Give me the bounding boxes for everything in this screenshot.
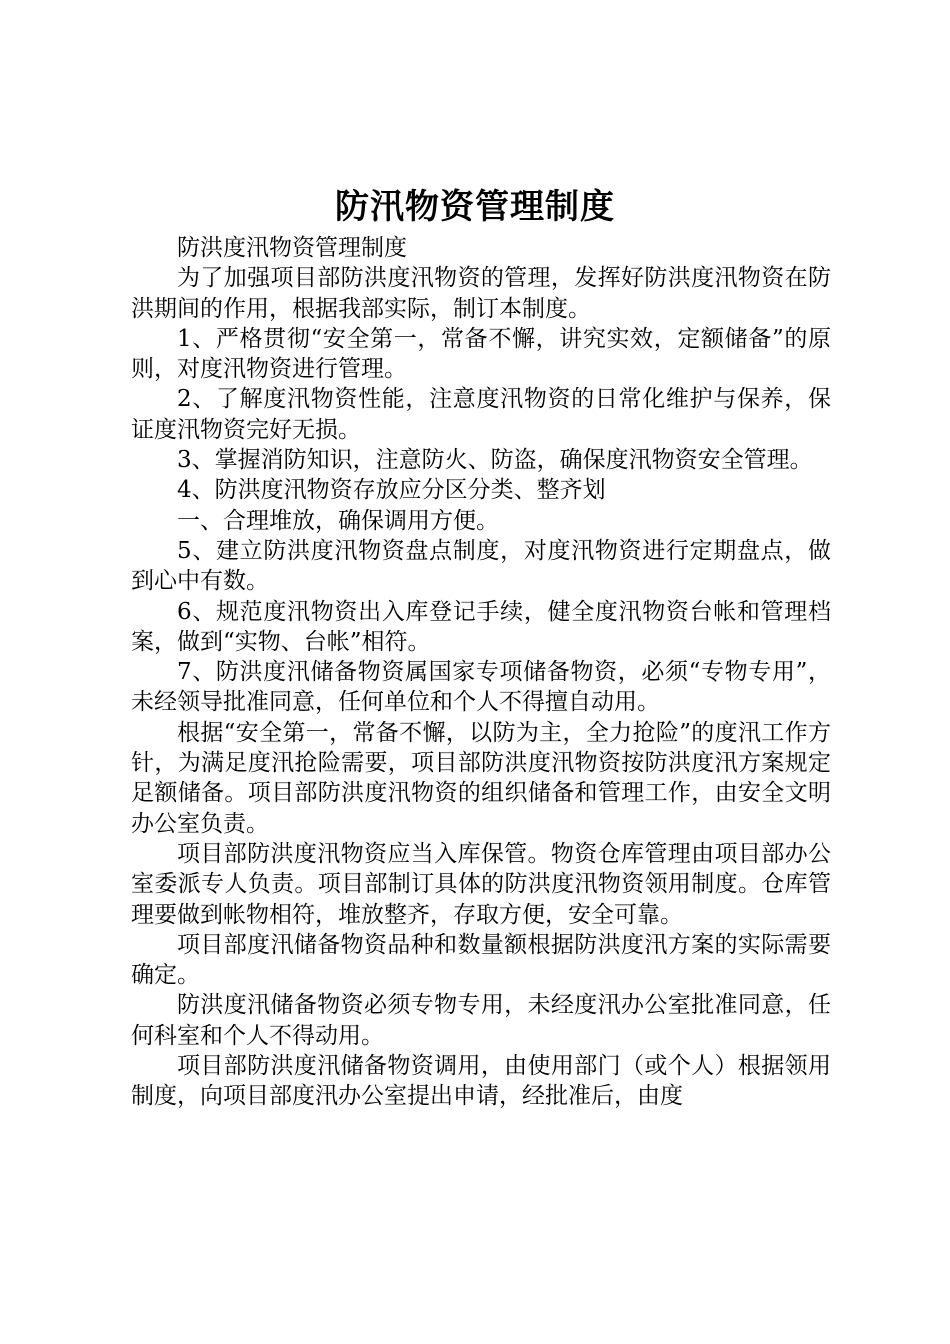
paragraph: 3、掌握消防知识，注意防火、防盗，确保度汛物资安全管理。 — [177, 447, 813, 474]
paragraph: 5、建立防洪度汛物资盘点制度，对度汛物资进行定期盘点，做到心中有数。 — [131, 537, 831, 595]
paragraph: 防洪度汛物资管理制度 — [177, 235, 407, 261]
paragraph: 1、严格贯彻“安全第一，常备不懈，讲究实效，定额储备”的原则，对度汛物资进行管理。 — [131, 325, 831, 383]
paragraph: 项目部防洪度汛物资应当入库保管。物资仓库管理由项目部办公室委派专人负责。项目部制订具体的防洪度汛物资领用制度。仓库管理要做到帐物相符，堆放整齐，存取方便，安全可靠。 — [131, 840, 831, 928]
paragraph: 根据“安全第一，常备不懈，以防为主，全力抢险”的度汛工作方针，为满足度汛抢险需要，项目部防洪度汛物资按防洪度汛方案规定足额储备。项目部防洪度汛物资的组织储备和管理工作，由安全文明办公室负责。 — [131, 719, 831, 837]
paragraph: 一、合理堆放，确保调用方便。 — [177, 507, 499, 534]
paragraph: 7、防洪度汛储备物资属国家专项储备物资，必须“专物专用”，未经领导批准同意，任何单位和个人不得擅自动用。 — [131, 659, 831, 716]
paragraph: 2、了解度汛物资性能，注意度汛物资的日常化维护与保养，保证度汛物资完好无损。 — [131, 386, 831, 443]
paragraph: 防洪度汛储备物资必须专物专用，未经度汛办公室批准同意，任何科室和个人不得动用。 — [131, 992, 831, 1049]
paragraph: 6、规范度汛物资出入库登记手续，健全度汛物资台帐和管理档案，做到“实物、台帐”相符。 — [131, 598, 831, 655]
document-title: 防汛物资管理制度 — [335, 187, 615, 227]
document-body — [131, 233, 831, 1112]
paragraph: 为了加强项目部防洪度汛物资的管理，发挥好防洪度汛物资在防洪期间的作用，根据我部实际，制订本制度。 — [131, 265, 831, 322]
paragraph: 4、防洪度汛物资存放应分区分类、整齐划 — [177, 477, 606, 504]
paragraph: 项目部度汛储备物资品种和数量额根据防洪度汛方案的实际需要确定。 — [131, 931, 831, 989]
paragraph: 项目部防洪度汛储备物资调用，由使用部门（或个人）根据领用制度，向项目部度汛办公室提出申请，经批准后，由度 — [131, 1053, 831, 1110]
